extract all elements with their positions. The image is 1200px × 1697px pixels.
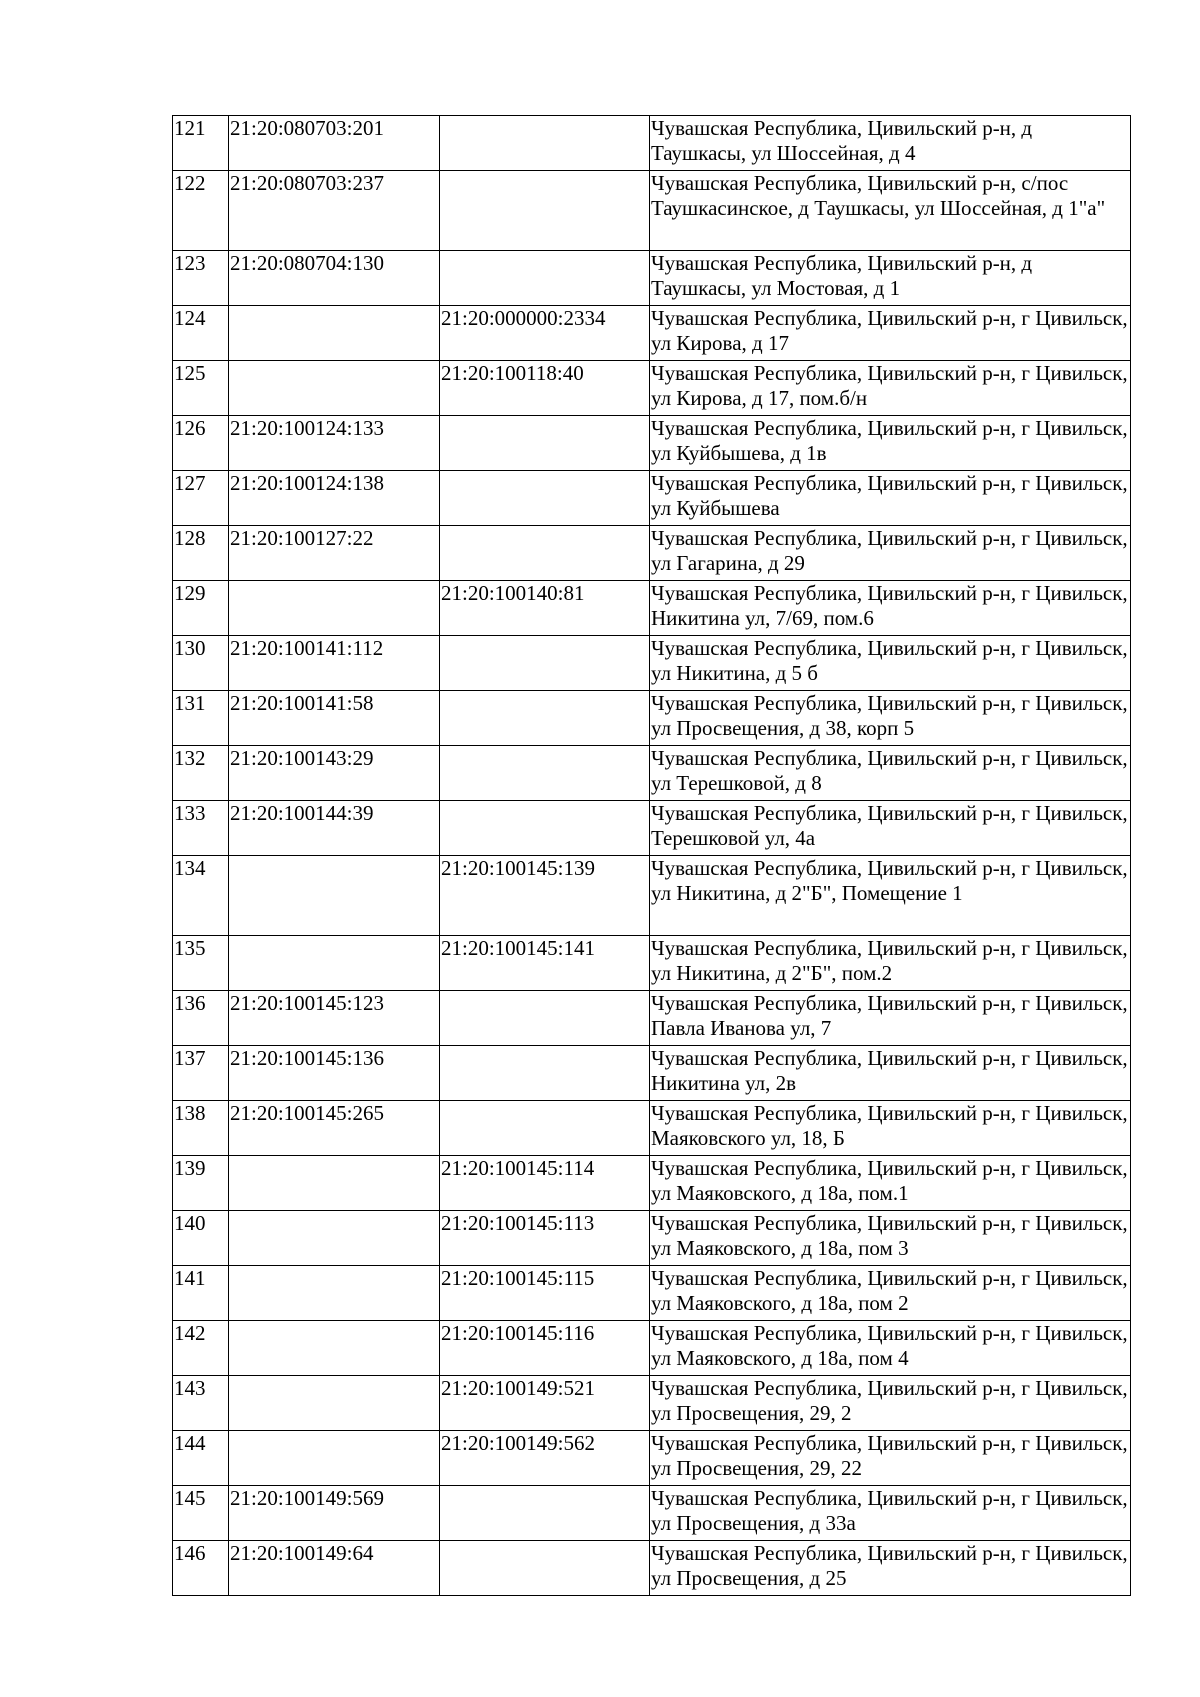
table-row <box>173 471 1131 526</box>
row-number-cell: 132 <box>173 746 229 801</box>
table-row <box>173 116 1131 171</box>
table-row <box>173 1156 1131 1211</box>
building-cadastral-number-cell <box>440 746 650 801</box>
building-cadastral-number-cell: 21:20:100145:115 <box>440 1266 650 1321</box>
building-cadastral-number-cell <box>440 801 650 856</box>
building-cadastral-number-cell: 21:20:100145:113 <box>440 1211 650 1266</box>
row-number-cell: 133 <box>173 801 229 856</box>
table-row <box>173 1211 1131 1266</box>
address-cell: Чувашская Республика, Цивильский р-н, г Цивильск, ул Терешковой, д 8 <box>650 746 1131 801</box>
address-cell: Чувашская Республика, Цивильский р-н, г Цивильск, ул Просвещения, 29, 2 <box>650 1376 1131 1431</box>
row-number-cell: 136 <box>173 991 229 1046</box>
land-cadastral-number-cell: 21:20:080703:237 <box>229 171 440 251</box>
building-cadastral-number-cell: 21:20:100140:81 <box>440 581 650 636</box>
land-cadastral-number-cell: 21:20:100127:22 <box>229 526 440 581</box>
row-number-cell: 125 <box>173 361 229 416</box>
land-cadastral-number-cell: 21:20:100141:112 <box>229 636 440 691</box>
land-cadastral-number-cell: 21:20:080703:201 <box>229 116 440 171</box>
table-row <box>173 251 1131 306</box>
address-cell: Чувашская Республика, Цивильский р-н, г Цивильск, ул Гагарина, д 29 <box>650 526 1131 581</box>
table-row <box>173 991 1131 1046</box>
building-cadastral-number-cell <box>440 1486 650 1541</box>
building-cadastral-number-cell: 21:20:100145:141 <box>440 936 650 991</box>
row-number-cell: 122 <box>173 171 229 251</box>
building-cadastral-number-cell: 21:20:100145:139 <box>440 856 650 936</box>
land-cadastral-number-cell: 21:20:100124:133 <box>229 416 440 471</box>
table-row <box>173 1431 1131 1486</box>
row-number-cell: 134 <box>173 856 229 936</box>
address-cell: Чувашская Республика, Цивильский р-н, г Цивильск, ул Маяковского, д 18а, пом 3 <box>650 1211 1131 1266</box>
row-number-cell: 140 <box>173 1211 229 1266</box>
land-cadastral-number-cell: 21:20:100143:29 <box>229 746 440 801</box>
land-cadastral-number-cell: 21:20:100144:39 <box>229 801 440 856</box>
address-cell: Чувашская Республика, Цивильский р-н, г Цивильск, ул Маяковского, д 18а, пом.1 <box>650 1156 1131 1211</box>
land-cadastral-number-cell: 21:20:100145:136 <box>229 1046 440 1101</box>
row-number-cell: 139 <box>173 1156 229 1211</box>
land-cadastral-number-cell: 21:20:080704:130 <box>229 251 440 306</box>
land-cadastral-number-cell: 21:20:100141:58 <box>229 691 440 746</box>
land-cadastral-number-cell: 21:20:100149:64 <box>229 1541 440 1596</box>
land-cadastral-number-cell <box>229 1376 440 1431</box>
row-number-cell: 130 <box>173 636 229 691</box>
row-number-cell: 126 <box>173 416 229 471</box>
table-row <box>173 1541 1131 1596</box>
address-cell: Чувашская Республика, Цивильский р-н, г Цивильск, ул Просвещения, 29, 22 <box>650 1431 1131 1486</box>
table-row <box>173 526 1131 581</box>
address-cell: Чувашская Республика, Цивильский р-н, г Цивильск, ул Кирова, д 17 <box>650 306 1131 361</box>
building-cadastral-number-cell <box>440 416 650 471</box>
building-cadastral-number-cell: 21:20:100118:40 <box>440 361 650 416</box>
building-cadastral-number-cell: 21:20:100149:521 <box>440 1376 650 1431</box>
building-cadastral-number-cell: 21:20:100145:114 <box>440 1156 650 1211</box>
row-number-cell: 143 <box>173 1376 229 1431</box>
building-cadastral-number-cell <box>440 991 650 1046</box>
address-cell: Чувашская Республика, Цивильский р-н, г Цивильск, ул Никитина, д 2"Б", Помещение 1 <box>650 856 1131 936</box>
land-cadastral-number-cell <box>229 306 440 361</box>
address-cell: Чувашская Республика, Цивильский р-н, г Цивильск, ул Маяковского, д 18а, пом 2 <box>650 1266 1131 1321</box>
land-cadastral-number-cell: 21:20:100145:123 <box>229 991 440 1046</box>
land-cadastral-number-cell <box>229 1431 440 1486</box>
row-number-cell: 124 <box>173 306 229 361</box>
table-row <box>173 361 1131 416</box>
building-cadastral-number-cell <box>440 171 650 251</box>
building-cadastral-number-cell <box>440 526 650 581</box>
table-row <box>173 306 1131 361</box>
table-row <box>173 1046 1131 1101</box>
address-cell: Чувашская Республика, Цивильский р-н, г Цивильск, ул Никитина, д 5 б <box>650 636 1131 691</box>
address-cell: Чувашская Республика, Цивильский р-н, г Цивильск, ул Просвещения, д 25 <box>650 1541 1131 1596</box>
table-row <box>173 1266 1131 1321</box>
row-number-cell: 127 <box>173 471 229 526</box>
table-row <box>173 936 1131 991</box>
address-cell: Чувашская Республика, Цивильский р-н, г Цивильск, ул Просвещения, д 38, корп 5 <box>650 691 1131 746</box>
table-row <box>173 691 1131 746</box>
address-cell: Чувашская Республика, Цивильский р-н, г Цивильск, ул Куйбышева, д 1в <box>650 416 1131 471</box>
table-row <box>173 801 1131 856</box>
row-number-cell: 121 <box>173 116 229 171</box>
building-cadastral-number-cell <box>440 691 650 746</box>
row-number-cell: 145 <box>173 1486 229 1541</box>
address-cell: Чувашская Республика, Цивильский р-н, г Цивильск, Никитина ул, 7/69, пом.6 <box>650 581 1131 636</box>
table-row <box>173 1486 1131 1541</box>
table-row <box>173 856 1131 936</box>
land-cadastral-number-cell <box>229 581 440 636</box>
land-cadastral-number-cell <box>229 1156 440 1211</box>
address-cell: Чувашская Республика, Цивильский р-н, г Цивильск, ул Куйбышева <box>650 471 1131 526</box>
row-number-cell: 144 <box>173 1431 229 1486</box>
land-cadastral-number-cell <box>229 1211 440 1266</box>
row-number-cell: 142 <box>173 1321 229 1376</box>
table-row <box>173 1376 1131 1431</box>
table-row <box>173 636 1131 691</box>
table-row <box>173 1321 1131 1376</box>
land-cadastral-number-cell <box>229 856 440 936</box>
row-number-cell: 129 <box>173 581 229 636</box>
address-cell: Чувашская Республика, Цивильский р-н, г Цивильск, ул Никитина, д 2"Б", пом.2 <box>650 936 1131 991</box>
table-row <box>173 1101 1131 1156</box>
address-cell: Чувашская Республика, Цивильский р-н, г Цивильск, ул Кирова, д 17, пом.б/н <box>650 361 1131 416</box>
property-table <box>172 115 1131 1596</box>
building-cadastral-number-cell <box>440 471 650 526</box>
land-cadastral-number-cell: 21:20:100149:569 <box>229 1486 440 1541</box>
row-number-cell: 135 <box>173 936 229 991</box>
row-number-cell: 123 <box>173 251 229 306</box>
address-cell: Чувашская Республика, Цивильский р-н, г Цивильск, ул Просвещения, д 33а <box>650 1486 1131 1541</box>
address-cell: Чувашская Республика, Цивильский р-н, д Таушкасы, ул Мостовая, д 1 <box>650 251 1131 306</box>
land-cadastral-number-cell <box>229 936 440 991</box>
row-number-cell: 137 <box>173 1046 229 1101</box>
building-cadastral-number-cell <box>440 251 650 306</box>
land-cadastral-number-cell <box>229 1321 440 1376</box>
building-cadastral-number-cell <box>440 1046 650 1101</box>
land-cadastral-number-cell: 21:20:100124:138 <box>229 471 440 526</box>
building-cadastral-number-cell <box>440 116 650 171</box>
address-cell: Чувашская Республика, Цивильский р-н, г Цивильск, ул Маяковского, д 18а, пом 4 <box>650 1321 1131 1376</box>
address-cell: Чувашская Республика, Цивильский р-н, г Цивильск, Терешковой ул, 4а <box>650 801 1131 856</box>
building-cadastral-number-cell <box>440 1101 650 1156</box>
building-cadastral-number-cell <box>440 1541 650 1596</box>
building-cadastral-number-cell: 21:20:100145:116 <box>440 1321 650 1376</box>
row-number-cell: 141 <box>173 1266 229 1321</box>
address-cell: Чувашская Республика, Цивильский р-н, с/пос Таушкасинское, д Таушкасы, ул Шоссейная, д 1"а" <box>650 171 1131 251</box>
land-cadastral-number-cell <box>229 1266 440 1321</box>
address-cell: Чувашская Республика, Цивильский р-н, г Цивильск, Павла Иванова ул, 7 <box>650 991 1131 1046</box>
row-number-cell: 138 <box>173 1101 229 1156</box>
address-cell: Чувашская Республика, Цивильский р-н, д Таушкасы, ул Шоссейная, д 4 <box>650 116 1131 171</box>
row-number-cell: 128 <box>173 526 229 581</box>
building-cadastral-number-cell: 21:20:100149:562 <box>440 1431 650 1486</box>
address-cell: Чувашская Республика, Цивильский р-н, г Цивильск, Маяковского ул, 18, Б <box>650 1101 1131 1156</box>
land-cadastral-number-cell <box>229 361 440 416</box>
table-row <box>173 171 1131 251</box>
table-row <box>173 416 1131 471</box>
building-cadastral-number-cell <box>440 636 650 691</box>
row-number-cell: 146 <box>173 1541 229 1596</box>
address-cell: Чувашская Республика, Цивильский р-н, г Цивильск, Никитина ул, 2в <box>650 1046 1131 1101</box>
land-cadastral-number-cell: 21:20:100145:265 <box>229 1101 440 1156</box>
building-cadastral-number-cell: 21:20:000000:2334 <box>440 306 650 361</box>
table-row <box>173 581 1131 636</box>
table-row <box>173 746 1131 801</box>
row-number-cell: 131 <box>173 691 229 746</box>
